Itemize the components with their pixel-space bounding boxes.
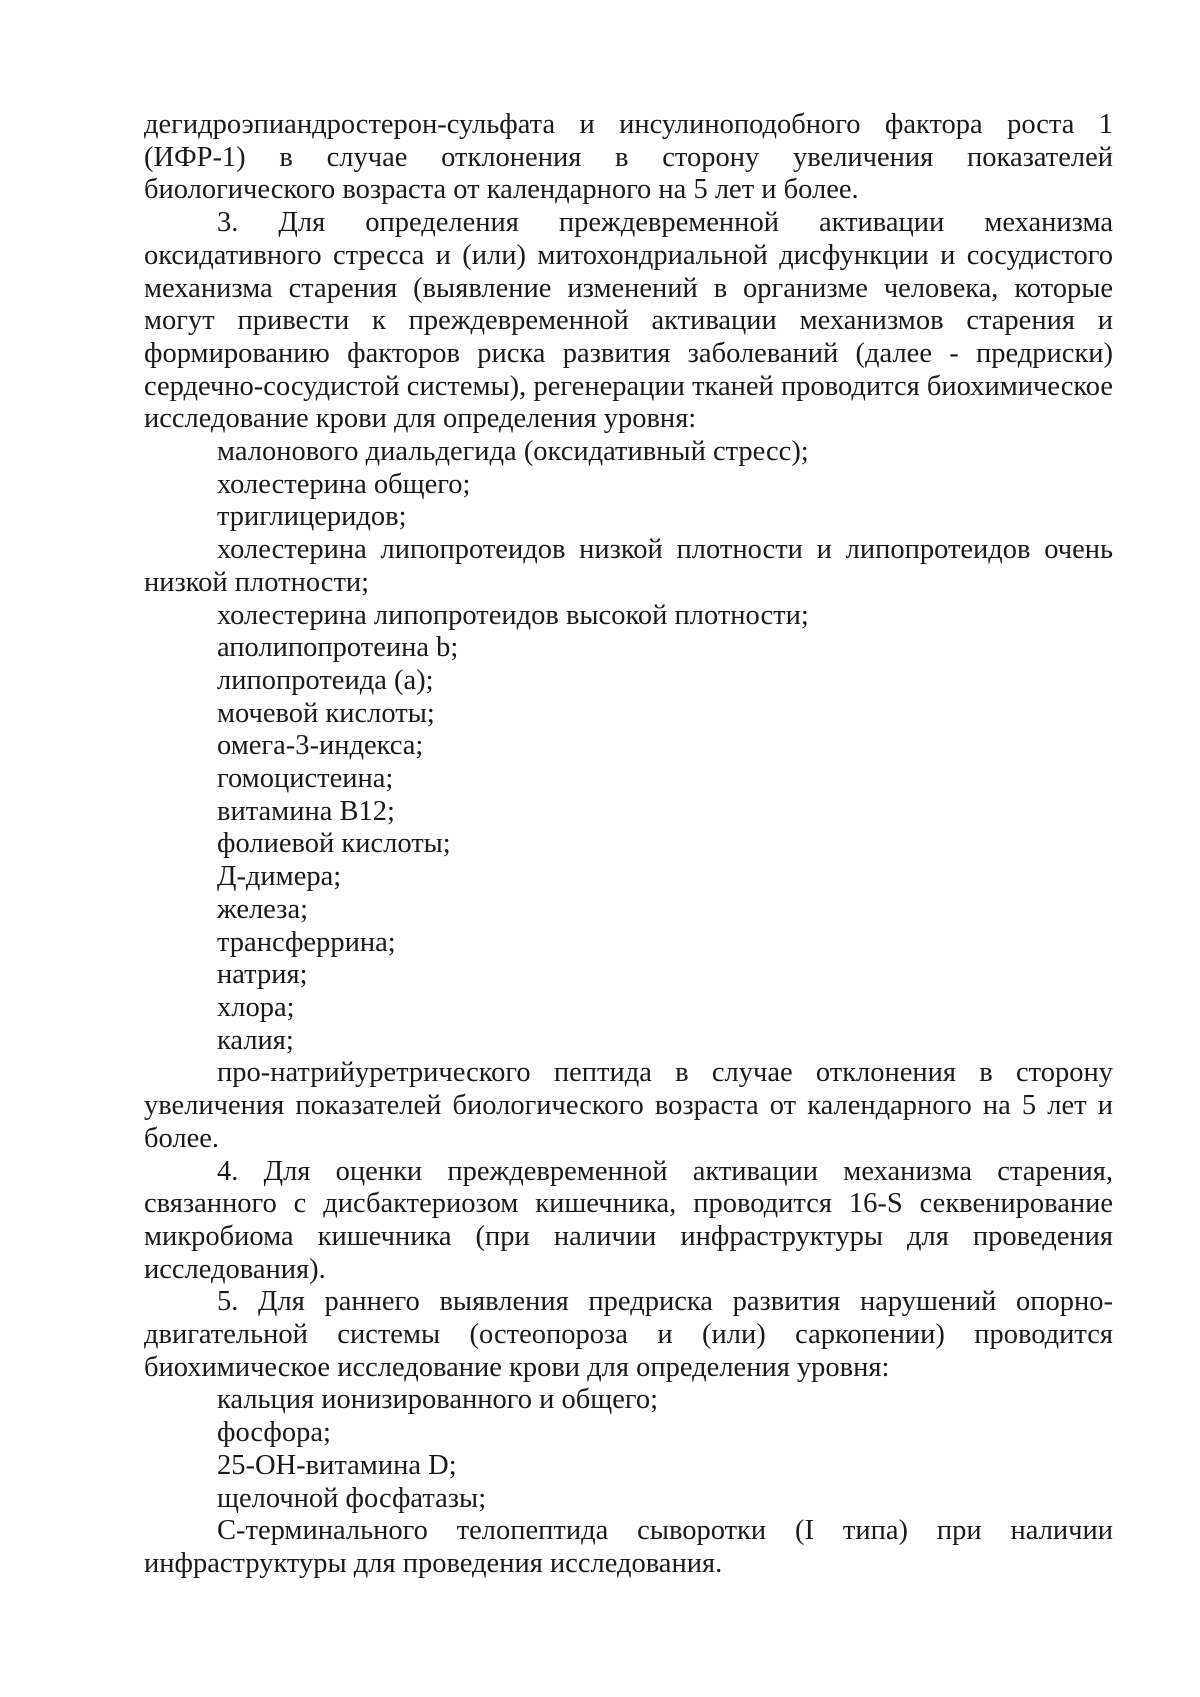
list-item: трансферрина; — [217, 926, 396, 958]
list-item: Д-димера; — [217, 861, 342, 893]
list-item: железа; — [217, 893, 309, 925]
list-item: аполипопротеина b; — [217, 632, 459, 664]
list-item: натрия; — [217, 959, 308, 991]
list-item: витамина B12; — [217, 795, 395, 827]
paragraph-continued: дегидроэпиандростерон-сульфата и инсулиноподобного фактора роста 1 (ИФР-1) в случае отклонения в сторону увеличения показателей биологического возраста от календарного на 5 лет и более. — [144, 109, 1113, 206]
paragraph-item-3: 3. Для определения преждевременной активации механизма оксидативного стресса и (или) митохондриальной дисфункции и сосудистого механизма старения (выявление изменений в организме человека, которые могут привести к преждевременной активации механизмов старения и формированию факторов риска развития заболеваний (далее - предриски) сердечно-сосудистой системы), регенерации тканей проводится биохимическое исследование крови для определения уровня: — [144, 207, 1113, 435]
paragraph-item-4: 4. Для оценки преждевременной активации механизма старения, связанного с дисбактериозом кишечника, проводится 16-S секвенирование микробиома кишечника (при наличии инфраструктуры для проведения исследования). — [144, 1155, 1113, 1285]
list-item: кальция ионизированного и общего; — [217, 1384, 658, 1416]
list-item: хлора; — [217, 991, 295, 1023]
list-item: про-натрийуретрического пептида в случае отклонения в сторону увеличения показателей биологического возраста от календарного на 5 лет и более. — [144, 1057, 1113, 1154]
list-item: мочевой кислоты; — [217, 697, 435, 729]
list-item: фосфора; — [217, 1417, 331, 1449]
paragraph-item-5: 5. Для раннего выявления предриска развития нарушений опорно-двигательной системы (остеопороза и (или) саркопении) проводится биохимическое исследование крови для определения уровня: — [144, 1286, 1113, 1383]
document-page — [144, 109, 1113, 1581]
list-item: щелочной фосфатазы; — [217, 1482, 487, 1514]
list-item: фолиевой кислоты; — [217, 828, 451, 860]
list-item: холестерина общего; — [217, 468, 471, 500]
list-item: триглицеридов; — [217, 501, 407, 533]
list-item: малонового диальдегида (оксидативный стресс); — [217, 436, 809, 468]
list-item: липопротеида (а); — [217, 664, 434, 696]
list-item: холестерина липопротеидов высокой плотности; — [217, 599, 809, 631]
list-item: холестерина липопротеидов низкой плотности и липопротеидов очень низкой плотности; — [144, 534, 1113, 598]
list-item: гомоцистеина; — [217, 763, 394, 795]
list-item: калия; — [217, 1024, 294, 1056]
list-item: 25-OH-витамина D; — [217, 1449, 457, 1481]
list-item: C-терминального телопептида сыворотки (I типа) при наличии инфраструктуры для проведения исследования. — [144, 1515, 1113, 1579]
list-item: омега-3-индекса; — [217, 730, 424, 762]
